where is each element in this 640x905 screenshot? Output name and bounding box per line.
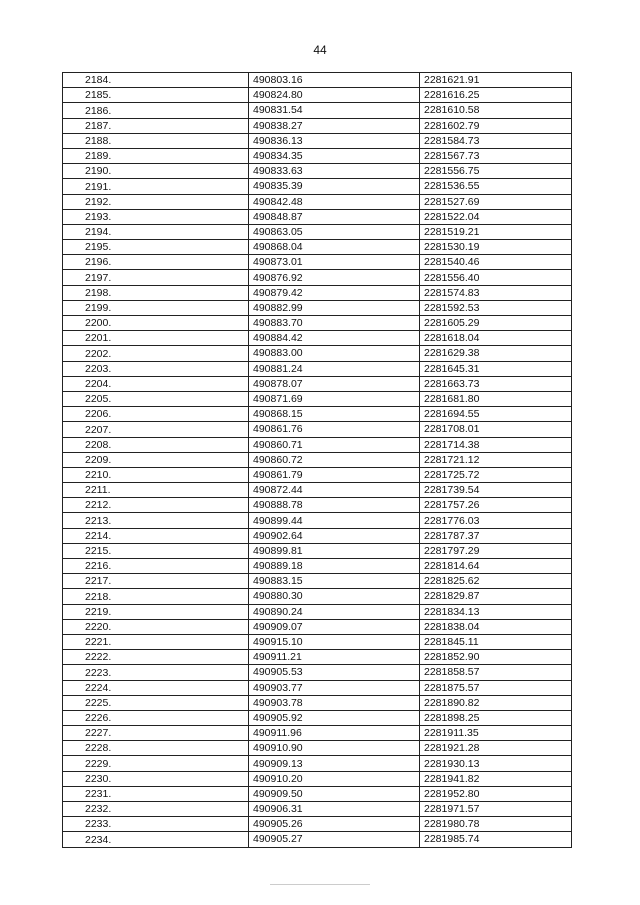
point-number-cell: 2210. <box>63 467 249 482</box>
easting-cell: 490883.00 <box>249 346 420 361</box>
table-row <box>63 650 572 665</box>
point-number-cell: 2216. <box>63 559 249 574</box>
table-row <box>63 316 572 331</box>
point-number-cell: 2206. <box>63 407 249 422</box>
table-row <box>63 255 572 270</box>
easting-cell: 490902.64 <box>249 528 420 543</box>
table-row <box>63 331 572 346</box>
easting-cell: 490878.07 <box>249 376 420 391</box>
easting-cell: 490868.04 <box>249 240 420 255</box>
northing-cell: 2281708.01 <box>420 422 572 437</box>
point-number-cell: 2193. <box>63 209 249 224</box>
point-number-cell: 2222. <box>63 650 249 665</box>
point-number-cell: 2220. <box>63 619 249 634</box>
easting-cell: 490899.44 <box>249 513 420 528</box>
table-row <box>63 270 572 285</box>
northing-cell: 2281527.69 <box>420 194 572 209</box>
northing-cell: 2281714.38 <box>420 437 572 452</box>
northing-cell: 2281941.82 <box>420 771 572 786</box>
northing-cell: 2281829.87 <box>420 589 572 604</box>
easting-cell: 490836.13 <box>249 133 420 148</box>
point-number-cell: 2225. <box>63 695 249 710</box>
northing-cell: 2281921.28 <box>420 741 572 756</box>
northing-cell: 2281540.46 <box>420 255 572 270</box>
northing-cell: 2281519.21 <box>420 224 572 239</box>
point-number-cell: 2185. <box>63 88 249 103</box>
northing-cell: 2281825.62 <box>420 574 572 589</box>
easting-cell: 490838.27 <box>249 118 420 133</box>
table-row <box>63 619 572 634</box>
table-row <box>63 148 572 163</box>
point-number-cell: 2232. <box>63 802 249 817</box>
northing-cell: 2281834.13 <box>420 604 572 619</box>
northing-cell: 2281721.12 <box>420 452 572 467</box>
easting-cell: 490824.80 <box>249 88 420 103</box>
easting-cell: 490888.78 <box>249 498 420 513</box>
easting-cell: 490873.01 <box>249 255 420 270</box>
table-row <box>63 361 572 376</box>
point-number-cell: 2204. <box>63 376 249 391</box>
easting-cell: 490831.54 <box>249 103 420 118</box>
easting-cell: 490903.78 <box>249 695 420 710</box>
easting-cell: 490905.26 <box>249 817 420 832</box>
point-number-cell: 2213. <box>63 513 249 528</box>
northing-cell: 2281875.57 <box>420 680 572 695</box>
table-row <box>63 437 572 452</box>
table-row <box>63 756 572 771</box>
table-row <box>63 483 572 498</box>
point-number-cell: 2205. <box>63 391 249 406</box>
northing-cell: 2281556.40 <box>420 270 572 285</box>
point-number-cell: 2211. <box>63 483 249 498</box>
point-number-cell: 2217. <box>63 574 249 589</box>
table-row <box>63 604 572 619</box>
point-number-cell: 2207. <box>63 422 249 437</box>
table-row <box>63 817 572 832</box>
point-number-cell: 2203. <box>63 361 249 376</box>
northing-cell: 2281567.73 <box>420 148 572 163</box>
table-row <box>63 346 572 361</box>
table-row <box>63 300 572 315</box>
point-number-cell: 2202. <box>63 346 249 361</box>
table-row <box>63 376 572 391</box>
table-row <box>63 209 572 224</box>
easting-cell: 490905.53 <box>249 665 420 680</box>
northing-cell: 2281757.26 <box>420 498 572 513</box>
easting-cell: 490910.20 <box>249 771 420 786</box>
northing-cell: 2281911.35 <box>420 726 572 741</box>
table-row <box>63 133 572 148</box>
point-number-cell: 2212. <box>63 498 249 513</box>
table-row <box>63 802 572 817</box>
table-row <box>63 559 572 574</box>
easting-cell: 490880.30 <box>249 589 420 604</box>
easting-cell: 490860.71 <box>249 437 420 452</box>
northing-cell: 2281616.25 <box>420 88 572 103</box>
point-number-cell: 2195. <box>63 240 249 255</box>
northing-cell: 2281645.31 <box>420 361 572 376</box>
easting-cell: 490903.77 <box>249 680 420 695</box>
northing-cell: 2281584.73 <box>420 133 572 148</box>
point-number-cell: 2229. <box>63 756 249 771</box>
easting-cell: 490881.24 <box>249 361 420 376</box>
point-number-cell: 2208. <box>63 437 249 452</box>
point-number-cell: 2197. <box>63 270 249 285</box>
easting-cell: 490868.15 <box>249 407 420 422</box>
northing-cell: 2281610.58 <box>420 103 572 118</box>
easting-cell: 490861.76 <box>249 422 420 437</box>
point-number-cell: 2194. <box>63 224 249 239</box>
northing-cell: 2281574.83 <box>420 285 572 300</box>
northing-cell: 2281663.73 <box>420 376 572 391</box>
easting-cell: 490803.16 <box>249 73 420 88</box>
table-row <box>63 164 572 179</box>
point-number-cell: 2184. <box>63 73 249 88</box>
table-row <box>63 73 572 88</box>
point-number-cell: 2221. <box>63 634 249 649</box>
northing-cell: 2281725.72 <box>420 467 572 482</box>
table-row <box>63 240 572 255</box>
northing-cell: 2281985.74 <box>420 832 572 847</box>
table-row <box>63 634 572 649</box>
northing-cell: 2281852.90 <box>420 650 572 665</box>
northing-cell: 2281980.78 <box>420 817 572 832</box>
easting-cell: 490905.27 <box>249 832 420 847</box>
easting-cell: 490860.72 <box>249 452 420 467</box>
easting-cell: 490876.92 <box>249 270 420 285</box>
point-number-cell: 2228. <box>63 741 249 756</box>
northing-cell: 2281838.04 <box>420 619 572 634</box>
point-number-cell: 2189. <box>63 148 249 163</box>
northing-cell: 2281605.29 <box>420 316 572 331</box>
point-number-cell: 2230. <box>63 771 249 786</box>
easting-cell: 490883.15 <box>249 574 420 589</box>
northing-cell: 2281536.55 <box>420 179 572 194</box>
northing-cell: 2281602.79 <box>420 118 572 133</box>
easting-cell: 490906.31 <box>249 802 420 817</box>
table-row <box>63 543 572 558</box>
table-row <box>63 680 572 695</box>
easting-cell: 490848.87 <box>249 209 420 224</box>
northing-cell: 2281618.04 <box>420 331 572 346</box>
point-number-cell: 2187. <box>63 118 249 133</box>
northing-cell: 2281621.91 <box>420 73 572 88</box>
easting-cell: 490882.99 <box>249 300 420 315</box>
point-number-cell: 2219. <box>63 604 249 619</box>
easting-cell: 490835.39 <box>249 179 420 194</box>
easting-cell: 490911.21 <box>249 650 420 665</box>
northing-cell: 2281930.13 <box>420 756 572 771</box>
table-row <box>63 118 572 133</box>
easting-cell: 490861.79 <box>249 467 420 482</box>
page-number: 44 <box>313 43 327 57</box>
northing-cell: 2281898.25 <box>420 710 572 725</box>
table-row <box>63 589 572 604</box>
point-number-cell: 2218. <box>63 589 249 604</box>
point-number-cell: 2226. <box>63 710 249 725</box>
table-row <box>63 710 572 725</box>
northing-cell: 2281814.64 <box>420 559 572 574</box>
point-number-cell: 2200. <box>63 316 249 331</box>
easting-cell: 490872.44 <box>249 483 420 498</box>
point-number-cell: 2201. <box>63 331 249 346</box>
easting-cell: 490910.90 <box>249 741 420 756</box>
coordinates-table <box>62 72 572 848</box>
easting-cell: 490863.05 <box>249 224 420 239</box>
table-row <box>63 391 572 406</box>
point-number-cell: 2191. <box>63 179 249 194</box>
table-row <box>63 179 572 194</box>
table-row <box>63 726 572 741</box>
table-row <box>63 665 572 680</box>
northing-cell: 2281592.53 <box>420 300 572 315</box>
northing-cell: 2281629.38 <box>420 346 572 361</box>
point-number-cell: 2199. <box>63 300 249 315</box>
easting-cell: 490883.70 <box>249 316 420 331</box>
easting-cell: 490915.10 <box>249 634 420 649</box>
point-number-cell: 2209. <box>63 452 249 467</box>
easting-cell: 490834.35 <box>249 148 420 163</box>
easting-cell: 490889.18 <box>249 559 420 574</box>
point-number-cell: 2215. <box>63 543 249 558</box>
table-row <box>63 103 572 118</box>
point-number-cell: 2198. <box>63 285 249 300</box>
northing-cell: 2281694.55 <box>420 407 572 422</box>
easting-cell: 490905.92 <box>249 710 420 725</box>
point-number-cell: 2227. <box>63 726 249 741</box>
northing-cell: 2281739.54 <box>420 483 572 498</box>
northing-cell: 2281556.75 <box>420 164 572 179</box>
northing-cell: 2281890.82 <box>420 695 572 710</box>
easting-cell: 490890.24 <box>249 604 420 619</box>
easting-cell: 490833.63 <box>249 164 420 179</box>
northing-cell: 2281845.11 <box>420 634 572 649</box>
northing-cell: 2281681.80 <box>420 391 572 406</box>
point-number-cell: 2214. <box>63 528 249 543</box>
easting-cell: 490884.42 <box>249 331 420 346</box>
table-row <box>63 407 572 422</box>
table-row <box>63 771 572 786</box>
table-row <box>63 88 572 103</box>
easting-cell: 490911.96 <box>249 726 420 741</box>
point-number-cell: 2223. <box>63 665 249 680</box>
northing-cell: 2281858.57 <box>420 665 572 680</box>
table-row <box>63 513 572 528</box>
point-number-cell: 2196. <box>63 255 249 270</box>
easting-cell: 490871.69 <box>249 391 420 406</box>
table-row <box>63 741 572 756</box>
point-number-cell: 2188. <box>63 133 249 148</box>
point-number-cell: 2192. <box>63 194 249 209</box>
point-number-cell: 2231. <box>63 786 249 801</box>
table-row <box>63 467 572 482</box>
easting-cell: 490909.50 <box>249 786 420 801</box>
easting-cell: 490842.48 <box>249 194 420 209</box>
table-row <box>63 452 572 467</box>
northing-cell: 2281971.57 <box>420 802 572 817</box>
northing-cell: 2281787.37 <box>420 528 572 543</box>
coordinates-table-body <box>63 73 572 848</box>
point-number-cell: 2190. <box>63 164 249 179</box>
table-row <box>63 194 572 209</box>
table-row <box>63 285 572 300</box>
easting-cell: 490909.13 <box>249 756 420 771</box>
footer-rule <box>270 884 370 885</box>
table-row <box>63 832 572 847</box>
point-number-cell: 2224. <box>63 680 249 695</box>
northing-cell: 2281530.19 <box>420 240 572 255</box>
northing-cell: 2281952.80 <box>420 786 572 801</box>
point-number-cell: 2234. <box>63 832 249 847</box>
easting-cell: 490909.07 <box>249 619 420 634</box>
northing-cell: 2281522.04 <box>420 209 572 224</box>
table-row <box>63 695 572 710</box>
table-row <box>63 574 572 589</box>
point-number-cell: 2186. <box>63 103 249 118</box>
easting-cell: 490879.42 <box>249 285 420 300</box>
northing-cell: 2281776.03 <box>420 513 572 528</box>
table-row <box>63 498 572 513</box>
table-row <box>63 786 572 801</box>
point-number-cell: 2233. <box>63 817 249 832</box>
table-row <box>63 224 572 239</box>
table-row <box>63 528 572 543</box>
easting-cell: 490899.81 <box>249 543 420 558</box>
table-row <box>63 422 572 437</box>
northing-cell: 2281797.29 <box>420 543 572 558</box>
